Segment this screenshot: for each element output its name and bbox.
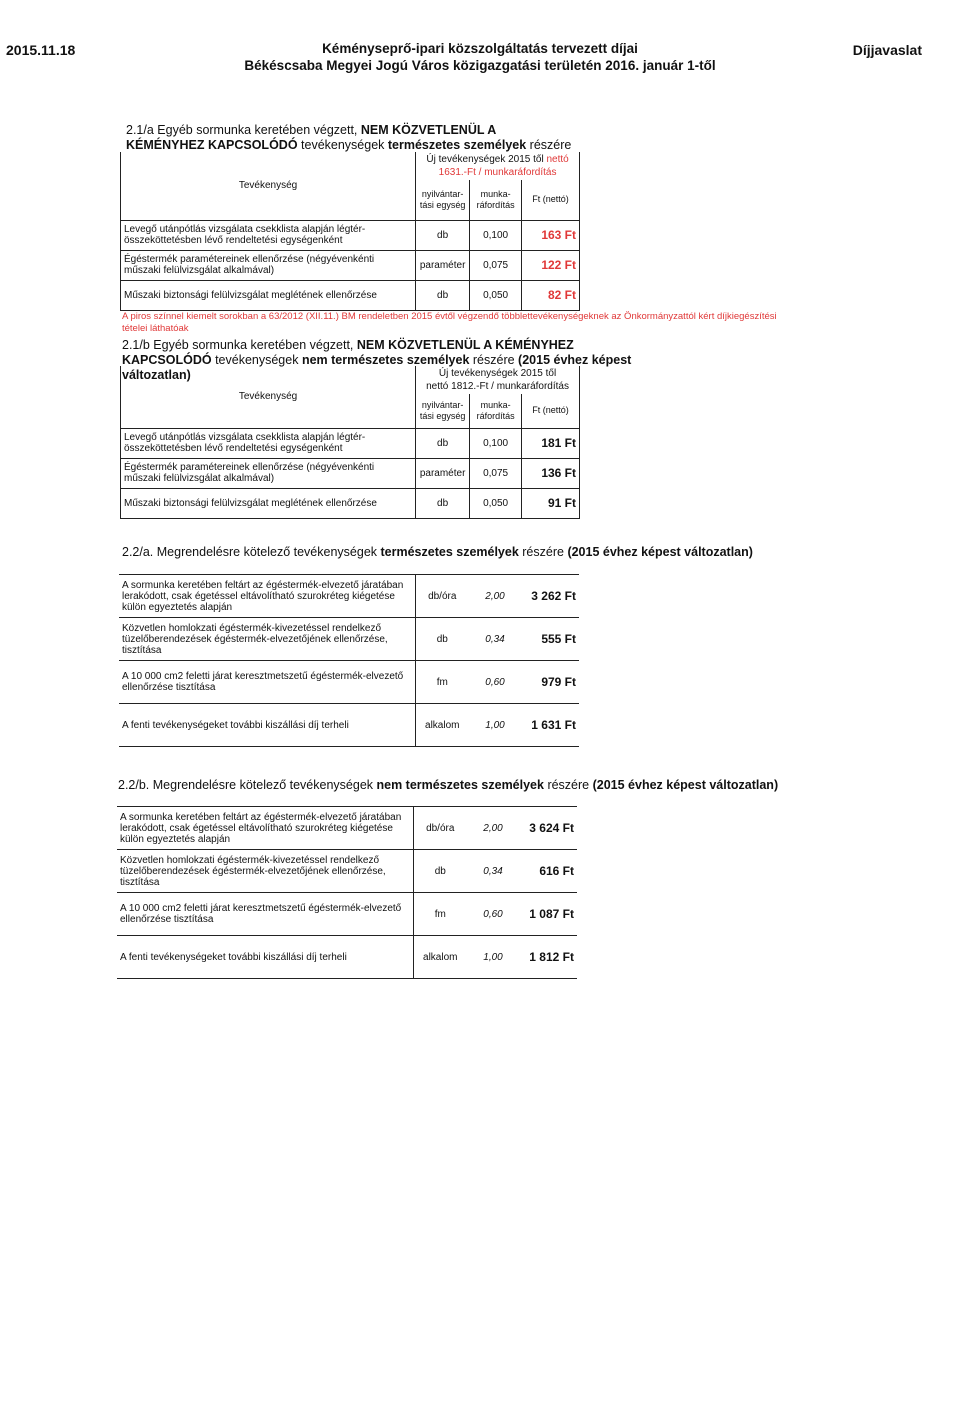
title-part: részére (469, 353, 519, 367)
price-cell: 1 812 Ft (519, 936, 577, 979)
table-row (117, 850, 577, 893)
title-line-1: Kéményseprő-ipari közszolgáltatás tervezett díjai (322, 41, 638, 56)
table-row (117, 807, 577, 850)
document-title (200, 40, 760, 74)
unit-cell: db/óra (415, 575, 469, 618)
qty-cell: 0,100 (470, 220, 522, 250)
title-part: részére (543, 778, 593, 792)
price-cell: 82 Ft (522, 280, 580, 310)
price-cell: 91 Ft (522, 488, 580, 518)
qty-cell: 1,00 (467, 936, 519, 979)
col-activity-header: Tevékenység (121, 152, 416, 220)
table-header-row (121, 366, 580, 394)
col-qty-header: munka-ráfordítás (470, 180, 522, 220)
title-part-bold: (2015 évhez képest változatlan) (122, 353, 632, 382)
title-part-bold: (2015 évhez képest változatlan) (592, 778, 779, 792)
title-part: tevékenységek (211, 353, 302, 367)
qty-cell: 2,00 (467, 807, 519, 850)
qty-cell: 0,34 (467, 850, 519, 893)
table-row (119, 661, 579, 704)
unit-cell: db/óra (413, 807, 467, 850)
activity-cell: Műszaki biztonsági felülvizsgálat meglétének ellenőrzése (121, 488, 416, 518)
unit-cell: db (416, 220, 470, 250)
new-activities-header (416, 152, 580, 180)
table-row (121, 220, 580, 250)
activity-cell: Közvetlen homlokzati égéstermék-kivezetéssel rendelkező tüzelőberendezések égéstermék-elvezetőjének ellenőrzése, tisztítása (119, 618, 415, 661)
title-part-bold: nem természetes személyek (376, 778, 544, 792)
table-row (121, 280, 580, 310)
table-2-1a (120, 152, 580, 311)
unit-cell: paraméter (416, 458, 470, 488)
title-part: 2.1/a Egyéb sormunka keretében végzett, (126, 123, 361, 137)
new-activities-rate: nettó 1631.-Ft / munkaráfordítás (438, 154, 569, 178)
section-2-2a-title (122, 545, 822, 560)
table-row (119, 704, 579, 747)
col-qty-header: munka-ráfordítás (470, 394, 522, 428)
activity-cell: Égéstermék paramétereinek ellenőrzése (négyévenkénti műszaki felülvizsgálat alkalmával) (121, 250, 416, 280)
price-cell: 136 Ft (522, 458, 580, 488)
unit-cell: db (415, 618, 469, 661)
activity-cell: Levegő utánpótlás vizsgálata csekklista alapján légtér-összeköttetésben lévő rendeltetési egységenként (121, 428, 416, 458)
table-row (117, 936, 577, 979)
title-part: részére (518, 545, 568, 559)
unit-cell: db (416, 280, 470, 310)
table-2-2b (117, 806, 577, 979)
table-row (119, 618, 579, 661)
new-activities-header (416, 366, 580, 394)
unit-cell: alkalom (413, 936, 467, 979)
col-unit-header: nyilvántar-tási egység (416, 180, 470, 220)
price-cell: 122 Ft (522, 250, 580, 280)
title-part-bold: NEM KÖZVETLENÜL A KÉMÉNYHEZ KAPCSOLÓDÓ (122, 338, 574, 367)
title-part-bold: NEM KÖZVETLENÜL A KÉMÉNYHEZ KAPCSOLÓDÓ (126, 123, 496, 152)
price-cell: 163 Ft (522, 220, 580, 250)
activity-cell: A sormunka keretében feltárt az égéstermék-elvezető járatában lerakódott, csak égetéssel eltávolítható szurokréteg kiégetése külön egyeztetés alapján (119, 575, 415, 618)
document-date: 2015.11.18 (6, 42, 76, 58)
qty-cell: 0,075 (470, 458, 522, 488)
col-unit-header: nyilvántar-tási egység (416, 394, 470, 428)
price-cell: 616 Ft (519, 850, 577, 893)
unit-cell: db (416, 428, 470, 458)
title-line-2: Békéscsaba Megyei Jogú Város közigazgatási területén 2016. január 1-től (244, 58, 716, 73)
activity-cell: A 10 000 cm2 feletti járat keresztmetszetű égéstermék-elvezető ellenőrzése tisztítása (117, 893, 413, 936)
price-cell: 181 Ft (522, 428, 580, 458)
title-part-bold: természetes személyek (380, 545, 519, 559)
qty-cell: 2,00 (469, 575, 521, 618)
title-part: 2.1/b Egyéb sormunka keretében végzett, (122, 338, 357, 352)
table-row (119, 575, 579, 618)
activity-cell: Égéstermék paramétereinek ellenőrzése (négyévenkénti műszaki felülvizsgálat alkalmával) (121, 458, 416, 488)
title-part: 2.2/a. Megrendelésre kötelező tevékenységek (122, 545, 381, 559)
qty-cell: 0,050 (470, 488, 522, 518)
unit-cell: db (416, 488, 470, 518)
price-cell: 1 631 Ft (521, 704, 579, 747)
unit-cell: alkalom (415, 704, 469, 747)
activity-cell: Műszaki biztonsági felülvizsgálat meglétének ellenőrzése (121, 280, 416, 310)
title-part-bold: természetes személyek (387, 138, 527, 152)
title-part: 2.2/b. Megrendelésre kötelező tevékenységek (118, 778, 377, 792)
table-2-1b (120, 366, 580, 519)
section-2-2b-title (118, 778, 818, 793)
price-cell: 3 624 Ft (519, 807, 577, 850)
table-header-row (121, 152, 580, 180)
table-row (117, 893, 577, 936)
new-activities-text: Új tevékenységek 2015 től (438, 368, 557, 379)
document-label: Díjjavaslat (852, 42, 922, 58)
title-part-bold: (2015 évhez képest változatlan) (567, 545, 753, 559)
price-cell: 1 087 Ft (519, 893, 577, 936)
table-row (121, 250, 580, 280)
activity-cell: A fenti tevékenységeket további kiszállási díj terheli (119, 704, 415, 747)
qty-cell: 0,60 (469, 661, 521, 704)
new-activities-rate: nettó 1812.-Ft / munkaráfordítás (426, 381, 569, 392)
table-row (121, 458, 580, 488)
table-2-2a (119, 574, 579, 747)
unit-cell: fm (413, 893, 467, 936)
title-part: tevékenységek (297, 138, 388, 152)
table-row (121, 488, 580, 518)
qty-cell: 0,60 (467, 893, 519, 936)
qty-cell: 0,34 (469, 618, 521, 661)
price-cell: 555 Ft (521, 618, 579, 661)
unit-cell: paraméter (416, 250, 470, 280)
qty-cell: 1,00 (469, 704, 521, 747)
activity-cell: Levegő utánpótlás vizsgálata csekklista alapján légtér-összeköttetésben lévő rendeltetési egységenként (121, 220, 416, 250)
price-cell: 3 262 Ft (521, 575, 579, 618)
title-part: részére (526, 138, 572, 152)
activity-cell: A fenti tevékenységeket további kiszállási díj terheli (117, 936, 413, 979)
activity-cell: Közvetlen homlokzati égéstermék-kivezetéssel rendelkező tüzelőberendezések égéstermék-elvezetőjének ellenőrzése, tisztítása (117, 850, 413, 893)
section-2-1a-title (126, 123, 576, 153)
qty-cell: 0,100 (470, 428, 522, 458)
title-part-bold: nem természetes személyek (301, 353, 470, 367)
unit-cell: db (413, 850, 467, 893)
table-row (121, 428, 580, 458)
activity-cell: A 10 000 cm2 feletti járat keresztmetszetű égéstermék-elvezető ellenőrzése tisztítása (119, 661, 415, 704)
qty-cell: 0,075 (470, 250, 522, 280)
price-cell: 979 Ft (521, 661, 579, 704)
new-activities-text: Új tevékenységek 2015 től (426, 154, 547, 165)
col-price-header: Ft (nettó) (522, 394, 580, 428)
col-activity-header: Tevékenység (121, 366, 416, 428)
unit-cell: fm (415, 661, 469, 704)
red-rows-note: A piros színnel kiemelt sorokban a 63/2012 (XII.11.) BM rendeletben 2015 évtől végzendő többlettevékenységeknek az Önkormányzattól kért díjkiegészítési tételei láthatóak (122, 311, 777, 334)
activity-cell: A sormunka keretében feltárt az égéstermék-elvezető járatában lerakódott, csak égetéssel eltávolítható szurokréteg kiégetése külön egyeztetés alapján (117, 807, 413, 850)
qty-cell: 0,050 (470, 280, 522, 310)
col-price-header: Ft (nettó) (522, 180, 580, 220)
